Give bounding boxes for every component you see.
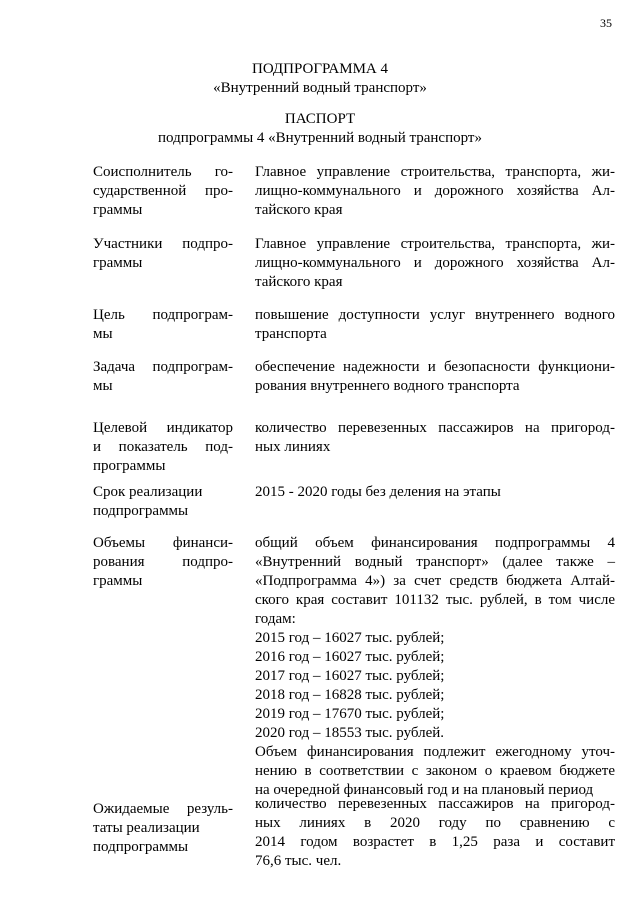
label-line: Задача подпрограм-: [93, 359, 233, 375]
value-line: 2014 годом возрастет в 1,25 раза и составит: [255, 834, 615, 850]
value-line: тайского края: [255, 274, 343, 290]
row-label: [93, 483, 233, 521]
value-line: повышение доступности услуг внутреннего водного: [255, 307, 615, 323]
label-line: граммы: [93, 255, 143, 271]
funding-year-line: 2015 год – 16027 тыс. рублей;: [255, 630, 445, 646]
value-line: ных линиях в 2020 году по сравнению с: [255, 815, 615, 831]
row-label: [93, 235, 233, 273]
label-line: мы: [93, 326, 113, 342]
passport-subtitle: подпрограммы 4 «Внутренний водный транспорт»: [158, 130, 482, 146]
value-line: 76,6 тыс. чел.: [255, 853, 342, 869]
value-line: обеспечение надежности и безопасности функциони-: [255, 359, 615, 375]
row-value: [255, 483, 615, 502]
label-line: граммы: [93, 573, 143, 589]
value-line: Главное управление строительства, транспорта, жи-: [255, 164, 615, 180]
value-line: рования внутреннего водного транспорта: [255, 378, 520, 394]
label-line: и показатель под-: [93, 439, 233, 455]
value-line: «Внутренний водный транспорт» (далее также –: [255, 554, 615, 570]
label-line: Цель подпрограм-: [93, 307, 233, 323]
funding-year-line: 2017 год – 16027 тыс. рублей;: [255, 668, 445, 684]
label-line: Соисполнитель го-: [93, 164, 233, 180]
value-line: нению в соответствии с законом о краевом бюджете: [255, 763, 615, 779]
label-line: Объемы финанси-: [93, 535, 233, 551]
label-line: мы: [93, 378, 113, 394]
row-value: [255, 534, 615, 800]
label-line: подпрограммы: [93, 503, 189, 519]
row-value: [255, 358, 615, 396]
value-line: транспорта: [255, 326, 327, 342]
value-line: годам:: [255, 611, 296, 627]
label-line: рования подпро-: [93, 554, 233, 570]
subprogram-subtitle: «Внутренний водный транспорт»: [213, 80, 427, 96]
value-line: ского края составит 101132 тыс. рублей, в том числе: [255, 592, 615, 608]
value-line: Главное управление строительства, транспорта, жи-: [255, 236, 615, 252]
label-line: Участники подпро-: [93, 236, 233, 252]
row-label: [93, 534, 233, 591]
value-line: Объем финансирования подлежит ежегодному уточ-: [255, 744, 615, 760]
label-line: программы: [93, 458, 166, 474]
funding-year-line: 2018 год – 16828 тыс. рублей;: [255, 687, 445, 703]
label-line: граммы: [93, 202, 143, 218]
funding-year-line: 2020 год – 18553 тыс. рублей.: [255, 725, 445, 741]
row-label: [93, 800, 233, 857]
row-value: [255, 795, 615, 871]
value-line: количество перевезенных пассажиров на пригород-: [255, 420, 615, 436]
row-label: [93, 163, 233, 220]
label-line: Ожидаемые резуль-: [93, 801, 233, 817]
subprogram-title: ПОДПРОГРАММА 4: [251, 61, 389, 77]
row-value: [255, 306, 615, 344]
row-value: [255, 235, 615, 292]
label-line: таты реализации: [93, 820, 200, 836]
value-line: на очередной финансовый год и на плановый период: [255, 782, 594, 798]
label-line: Срок реализации: [93, 484, 203, 500]
value-line: количество перевезенных пассажиров на пригород-: [255, 796, 615, 812]
funding-year-line: 2019 год – 17670 тыс. рублей;: [255, 706, 445, 722]
row-value: [255, 163, 615, 220]
funding-year-line: 2016 год – 16027 тыс. рублей;: [255, 649, 445, 665]
passport-title: ПАСПОРТ: [284, 111, 356, 127]
page-number: 35: [600, 16, 612, 30]
value-line: 2015 - 2020 годы без деления на этапы: [255, 484, 501, 500]
label-line: сударственной про-: [93, 183, 233, 199]
row-value: [255, 419, 615, 457]
label-line: Целевой индикатор: [93, 420, 233, 436]
value-line: «Подпрограмма 4») за счет средств бюджета Алтай-: [255, 573, 615, 589]
row-label: [93, 358, 233, 396]
value-line: ных линиях: [255, 439, 331, 455]
value-line: общий объем финансирования подпрограммы 4: [255, 535, 615, 551]
value-line: лищно-коммунального и дорожного хозяйства Ал-: [255, 183, 615, 199]
value-line: лищно-коммунального и дорожного хозяйства Ал-: [255, 255, 615, 271]
value-line: тайского края: [255, 202, 343, 218]
row-label: [93, 419, 233, 476]
label-line: подпрограммы: [93, 839, 189, 855]
row-label: [93, 306, 233, 344]
